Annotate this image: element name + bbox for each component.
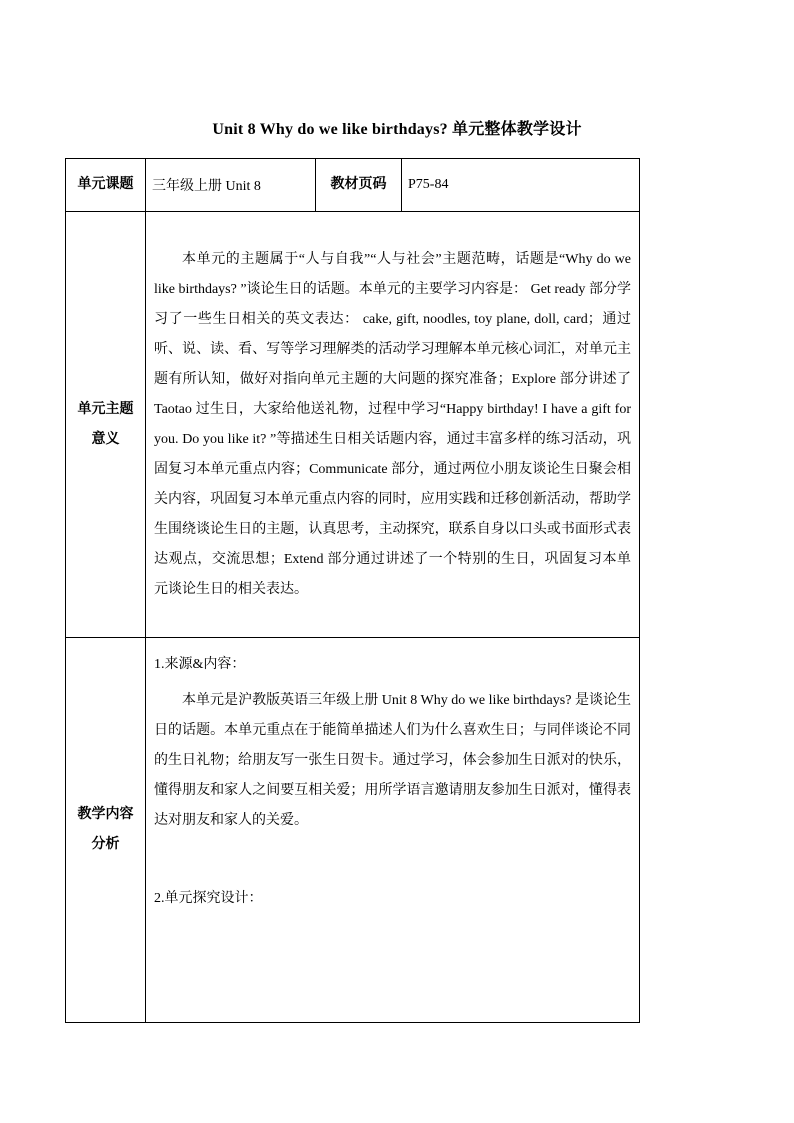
theme-meaning-label-line2: 意义 <box>91 431 120 447</box>
theme-meaning-text: 本单元的主题属于“人与自我”“人与社会”主题范畴，话题是“Why do we like birthdays? ”谈论生日的话题。本单元的主要学习内容是： Get ready 部分学习了一些生日相关的英文表达： cake, gift, noodles, toy plane, doll, card；通过听、说、读、看、写等学习理解类的活动学习理解本单元核心词汇，对单元主题有所认知，做好对指向单元主题的大问题的探究准备；Explore 部分讲述了 Taotao 过生日，大家给他送礼物，过程中学习“Happy birthday! I have a gift for you. Do you like it? ”等描述生日相关话题内容，通过丰富多样的练习活动，巩固复习本单元重点内容；Communicate 部分，通过两位小朋友谈论生日聚会相关内容，巩固复习本单元重点内容的同时，应用实践和迁移创新活动，帮助学生围绕谈论生日的主题，认真思考，主动探究，联系自身以口头或书面形式表达观点，交流思想；Extend 部分通过讲述了一个特别的生日，巩固复习本单元谈论生日的相关表达。 <box>154 251 631 597</box>
content-analysis-cell <box>146 638 640 1023</box>
table-row <box>66 638 640 1023</box>
unit-topic-label: 单元课题 <box>66 159 146 212</box>
content-analysis-label <box>66 638 146 1023</box>
unit-design-table <box>65 158 640 1023</box>
content-analysis-label-line2: 分析 <box>91 837 120 852</box>
unit-inquiry-heading: 2.单元探究设计： <box>154 891 263 906</box>
unit-topic-value: 三年级上册 Unit 8 <box>146 159 316 212</box>
content-analysis-label-line1: 教学内容 <box>77 807 134 822</box>
document-title: Unit 8 Why do we like birthdays? 单元整体教学设计 <box>212 121 582 138</box>
theme-meaning-label <box>66 212 146 638</box>
page-value: P75-84 <box>402 159 640 212</box>
page-label: 教材页码 <box>316 159 402 212</box>
theme-meaning-cell <box>146 212 640 638</box>
table-row <box>66 159 640 212</box>
theme-meaning-label-line1: 单元主题 <box>77 401 134 417</box>
table-row <box>66 212 640 638</box>
source-content-text: 本单元是沪教版英语三年级上册 Unit 8 Why do we like birthdays? 是谈论生日的话题。本单元重点在于能简单描述人们为什么喜欢生日；与同伴谈论不同的生日礼物；给朋友写一张生日贺卡。通过学习，体会参加生日派对的快乐，懂得朋友和家人之间要互相关爱；用所学语言邀请朋友参加生日派对，懂得表达对朋友和家人的关爱。 <box>154 693 631 828</box>
source-content-heading: 1.来源&内容： <box>154 657 246 672</box>
